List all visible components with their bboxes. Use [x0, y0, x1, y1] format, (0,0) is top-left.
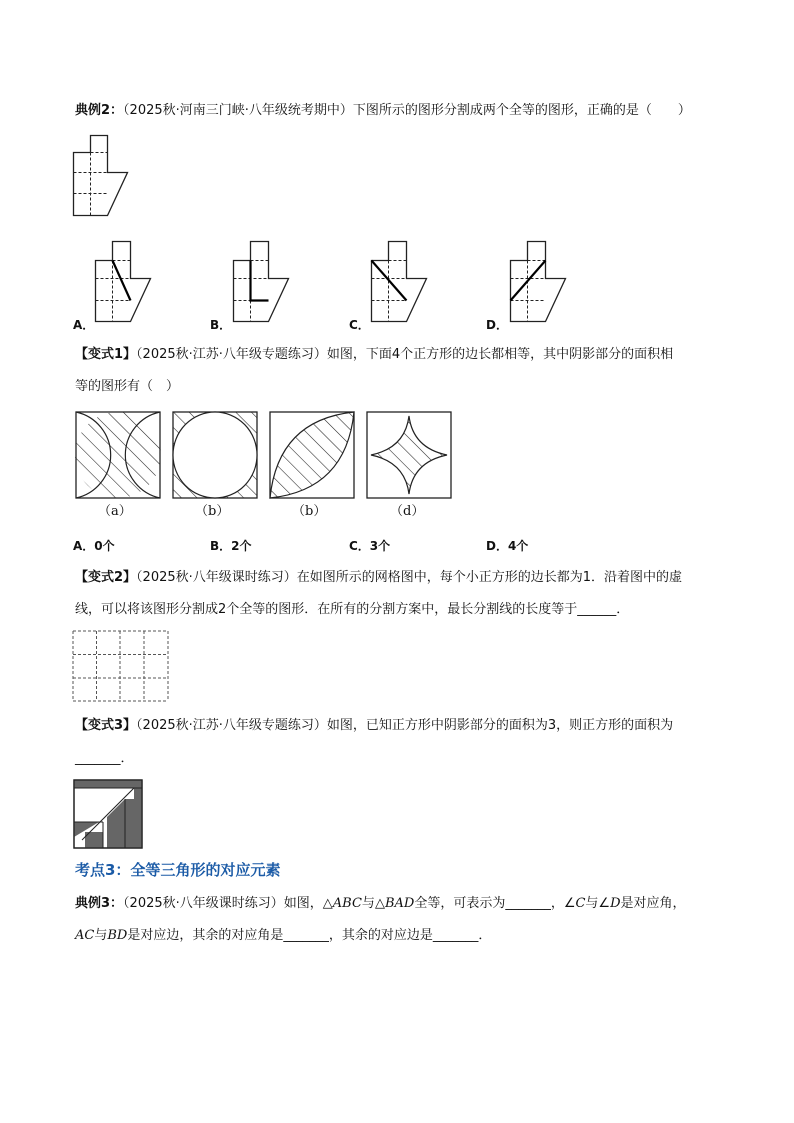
variant-1-question-line1: [75, 346, 673, 364]
option-d-label[interactable]: D．: [486, 318, 508, 332]
variant-3-figure: [73, 779, 145, 851]
option-a-figure: [90, 238, 160, 328]
caption-a: （a）: [98, 504, 132, 519]
v1-option-a[interactable]: A．0个: [73, 539, 115, 553]
example-2-question: [75, 102, 691, 120]
variant-1-figures: [74, 410, 459, 505]
question-text: 如图，已知正方形中阴影部分的面积为3，则正方形的面积为: [326, 718, 674, 733]
side-bd: BD: [107, 928, 128, 943]
example-2-figure: [70, 132, 140, 220]
variant-1-question-line2: 等的图形有（ ）: [75, 379, 180, 394]
variant-label: 【变式3】: [75, 718, 137, 733]
text-segment: 与∠: [585, 896, 611, 911]
v1-option-d[interactable]: D．4个: [486, 539, 529, 553]
variant-label: 【变式2】: [75, 570, 137, 585]
variant-3-question-line2: _______．: [75, 751, 134, 766]
option-d-figure: [505, 238, 575, 328]
option-a-label[interactable]: A．: [73, 318, 95, 332]
question-text: 在如图所示的网格图中，每个小正方形的边长都为1．沿着图中的虚: [296, 570, 683, 585]
example-label: 典例2：: [75, 103, 124, 118]
text-segment: 是对应边，其余的对应角是_______，其余的对应边是_______．: [127, 928, 492, 943]
source-note: （2025秋·江苏·八年级专题练习）: [136, 718, 327, 733]
angle-c: C: [575, 896, 586, 911]
question-text: 下图所示的图形分割成两个全等的图形，正确的是（ ）: [352, 103, 691, 118]
source-note: （2025秋·八年级课时练习）: [123, 896, 284, 911]
example-label: 典例3：: [75, 896, 124, 911]
v1-option-c[interactable]: C．3个: [349, 539, 391, 553]
figure-d: [367, 412, 451, 498]
caption-b2: （b）: [292, 504, 327, 519]
text-segment: 与: [361, 896, 375, 911]
figure-a: [75, 412, 161, 498]
triangle-symbol: △: [322, 896, 333, 911]
source-note: （2025秋·八年级课时练习）: [136, 570, 297, 585]
source-note: （2025秋·江苏·八年级专题练习）: [136, 347, 327, 362]
text-segment: 与: [94, 928, 108, 943]
figure-b2: [270, 412, 354, 498]
variant-2-question-line2: 线，可以将该图形分割成2个全等的图形．在所有的分割方案中，最长分割线的长度等于______．: [75, 602, 630, 617]
v1-option-b[interactable]: B．2个: [210, 539, 252, 553]
example-3-question-line1: [75, 895, 686, 913]
variant-3-question-line1: [75, 717, 673, 735]
side-ac: AC: [75, 928, 95, 943]
section-heading: 考点3：全等三角形的对应元素: [75, 861, 281, 879]
caption-b1: （b）: [195, 504, 230, 519]
option-c-label[interactable]: C．: [349, 318, 370, 332]
triangle-bad: BAD: [384, 896, 415, 911]
variant-label: 【变式1】: [75, 347, 137, 362]
triangle-symbol: △: [374, 896, 385, 911]
option-c-figure: [366, 238, 436, 328]
option-b-label[interactable]: B．: [210, 318, 232, 332]
text-segment: 如图，: [283, 896, 323, 911]
variant-2-question-line1: [75, 569, 682, 587]
example-3-question-line2: [75, 927, 491, 945]
text-segment: 全等，可表示为_______，∠: [414, 896, 576, 911]
figure-b1: [173, 412, 257, 498]
caption-d: （d）: [390, 504, 425, 519]
question-text: 如图，下面4个正方形的边长都相等，其中阴影部分的面积相: [326, 347, 674, 362]
source-note: （2025秋·河南三门峡·八年级统考期中）: [123, 103, 353, 118]
text-segment: 是对应角，: [620, 896, 686, 911]
angle-d: D: [610, 896, 621, 911]
option-b-figure: [228, 238, 298, 328]
variant-2-grid: [72, 630, 170, 704]
triangle-abc: ABC: [332, 896, 362, 911]
